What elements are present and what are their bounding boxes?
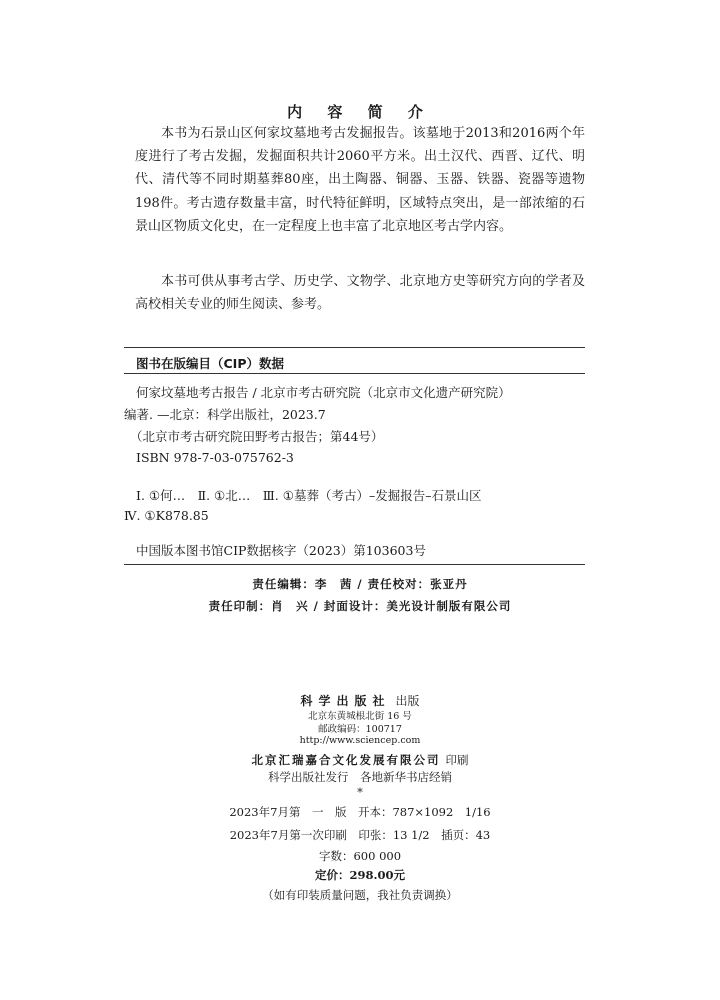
cip-line-2: 编著. —北京：科学出版社，2023.7	[124, 407, 326, 422]
credits-line-1: 责任编辑：李 茜 / 责任校对：张亚丹	[252, 577, 468, 591]
cip-verification: 中国版本图书馆CIP数据核字（2023）第103603号	[136, 543, 426, 558]
separator-star: *	[357, 785, 363, 799]
cip-bottom-rule	[124, 564, 585, 565]
cip-classification-1: Ⅰ. ①何… Ⅱ. ①北… Ⅲ. ①墓葬（考古）–发掘报告–石景山区	[136, 488, 482, 503]
cip-classification-2: Ⅳ. ①K878.85	[124, 508, 209, 523]
publisher-line	[0, 690, 720, 709]
wordcount-line: 字数：600 000	[318, 849, 402, 863]
intro-paragraph-2: 本书可供从事考古学、历史学、文物学、北京地方史等研究方向的学者及高校相关专业的师生阅读、参考。	[135, 274, 585, 313]
cip-heading: 图书在版编目（CIP）数据	[136, 356, 284, 371]
publisher-suffix: 出版	[395, 694, 420, 708]
publisher-url: http://www.sciencep.com	[299, 735, 421, 746]
edition-line: 2023年7月第 一 版 开本：787×1092 1/16	[229, 805, 491, 819]
impression-line: 2023年7月第一次印刷 印张：13 1/2 插页：43	[229, 828, 491, 842]
cip-line-3: （北京市考古研究院田野考古报告；第44号）	[130, 429, 384, 444]
cip-isbn: ISBN 978-7-03-075762-3	[136, 450, 294, 465]
printer-line	[0, 749, 720, 768]
credits-line-2: 责任印制：肖 兴 / 封面设计：美光设计制版有限公司	[208, 599, 512, 613]
intro-paragraph-1: 本书为石景山区何家坟墓地考古发掘报告。该墓地于2013和2016两个年度进行了考古发掘，发掘面积共计2060平方米。出土汉代、西晋、辽代、明代、清代等不同时期墓葬80座，出土陶器、铜器、玉器、铁器、瓷器等遗物198件。考古遗存数量丰富，时代特征鲜明，区域特点突出，是一部浓缩的石景山区物质文化史，在一定程度上也丰富了北京地区考古学内容。	[135, 126, 585, 234]
publisher-postcode: 邮政编码：100717	[318, 724, 402, 735]
printer-name: 北京汇瑞嘉合文化发展有限公司	[251, 753, 441, 767]
publisher-address: 北京东黄城根北街 16 号	[308, 711, 412, 722]
cip-line-1: 何家坟墓地考古报告 / 北京市考古研究院（北京市文化遗产研究院）	[136, 385, 511, 400]
publisher-name: 科学出版社	[300, 694, 391, 708]
cip-heading-rule	[124, 373, 585, 374]
cip-top-rule	[124, 347, 585, 348]
printer-suffix: 印刷	[445, 753, 469, 767]
price-line: 定价：298.00元	[314, 868, 405, 882]
distribution-line: 科学出版社发行 各地新华书店经销	[268, 770, 452, 784]
quality-notice: （如有印装质量问题，我社负责调换）	[262, 888, 458, 902]
intro-title: 内 容 简 介	[287, 103, 433, 121]
